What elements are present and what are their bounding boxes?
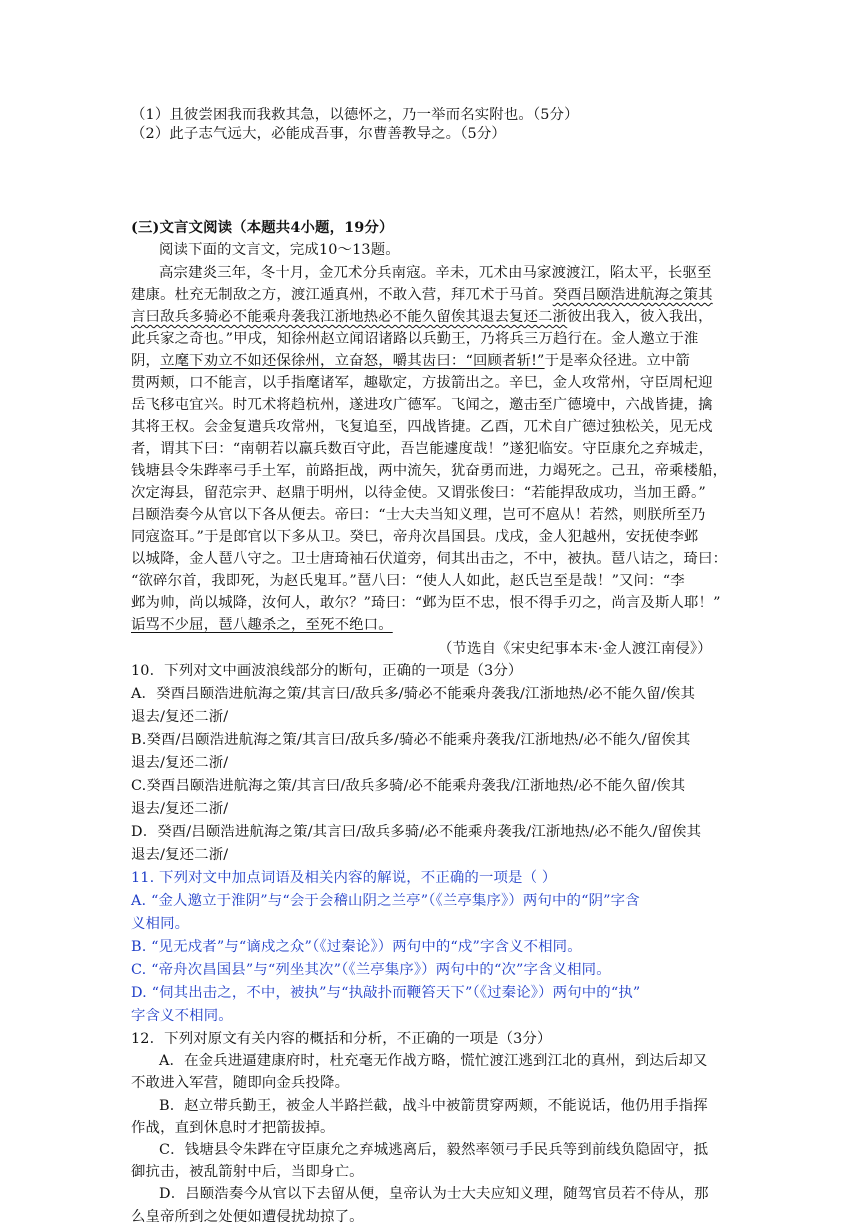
- q11-option-a: A. “金人邀立于淮阴”与“会于会稽山阴之兰亭”（《兰亭集序》）两句中的“阴”字含: [131, 893, 640, 909]
- underlined-text: 立麾下劝立不如还保徐州，立奋怒，嚼其齿曰：“回顾者斩!”: [160, 353, 545, 369]
- wavy-underlined-text: 言曰敌兵多骑必不能乘舟袭我江浙地热必不能久留俟其退去复还二浙: [131, 309, 568, 325]
- q10-option-b: B.癸酉/吕颐浩进航海之策/其言曰/敌兵多/骑必不能乘舟袭我/江浙地热/必不能久/留俟其: [131, 732, 691, 748]
- passage-line: [131, 306, 713, 328]
- passage-text: 建康。杜充无制敌之方，渡江遁真州，不敢入营，拜兀术于马首。: [131, 287, 553, 303]
- passage-line: 贯两颊，口不能言，以手指麾诸军，趣歇定，方拔箭出之。辛巳，金人攻常州，守臣周杞迎: [131, 375, 713, 391]
- q10-option-c: C.癸酉吕颐浩进航海之策/其言曰/敌兵多骑/必不能乘舟袭我/江浙地热/必不能久留/俟其: [131, 778, 686, 794]
- passage-line: 此兵家之奇也。”甲戌，知徐州赵立闻诏诸路以兵勤王，乃将兵三万趋行在。金人邀立于淮: [131, 331, 699, 347]
- q10-option-b-cont: 退去/复还二浙/: [131, 755, 229, 771]
- wavy-underlined-text: 癸酉吕颐浩进航海之策其: [552, 287, 713, 303]
- passage-text: 彼出我入，彼入我出，: [567, 309, 713, 325]
- q12-option-a: A．在金兵进逼建康府时，杜充毫无作战方略，慌忙渡江逃到江北的真州，到达后却又: [159, 1053, 708, 1070]
- q12-option-d-cont: 么皇帝所到之处便如遭侵扰劫掠了。: [131, 1208, 364, 1225]
- passage-line: [131, 350, 690, 372]
- passage-source: （节选自《宋史纪事本末·金人渡江南侵》）: [438, 641, 712, 657]
- passage-line: 吕颐浩奏今从官以下各从便去。帝曰：“士大夫当知义理，岂可不扈从！若然，则朕所至乃: [131, 507, 706, 523]
- passage-line: 其将王权。会金复遣兵攻常州，飞复追至，四战皆捷。乙酉，兀术自广德过独松关，见无戍: [131, 419, 713, 435]
- question-12-stem: 12．下列对原文有关内容的概括和分析，不正确的一项是（3分）: [131, 1031, 552, 1047]
- passage-text: 阴，: [131, 353, 161, 369]
- instruction: 阅读下面的文言文，完成10～13题。: [159, 242, 400, 258]
- q10-option-c-cont: 退去/复还二浙/: [131, 801, 229, 817]
- q11-option-d: D. “伺其出击之，不中，被执”与“执敲扑而鞭笞天下”（《过秦论》）两句中的“执”: [131, 985, 641, 1001]
- q10-option-d-cont: 退去/复还二浙/: [131, 847, 229, 863]
- passage-line: 高宗建炎三年，冬十月，金兀术分兵南寇。辛未，兀术由马家渡渡江，陷太平，长驱至: [159, 265, 712, 281]
- q12-option-b: B．赵立带兵勤王，被金人半路拦截，战斗中被箭贯穿两颊，不能说话，他仍用手指挥: [159, 1097, 708, 1114]
- passage-line: “欲碎尔首，我即死，为赵氏鬼耳。”琶八曰：“使人人如此，赵氏岂至是哉！”又问：“李: [131, 573, 685, 589]
- q12-option-c-cont: 御抗击，被乱箭射中后，当即身亡。: [131, 1164, 364, 1181]
- q11-option-a-cont: 义相同。: [131, 916, 190, 932]
- q10-option-a: A．癸酉吕颐浩进航海之策/其言曰/敌兵多/骑必不能乘舟袭我/江浙地热/必不能久留/俟其: [131, 686, 695, 702]
- passage-line: 同寇盗耳。”于是郎官以下多从卫。癸巳，帝舟次昌国县。戊戌，金人犯越州，安抚使李邺: [131, 529, 699, 545]
- q11-option-b: B. “见无戍者”与“谪戍之众”（《过秦论》）两句中的“戍”字含义不相同。: [131, 939, 582, 955]
- passage-text: 于是率众径进。立中箭: [544, 353, 690, 369]
- q10-option-a-cont: 退去/复还二浙/: [131, 709, 229, 725]
- question-10-stem: 10．下列对文中画波浪线部分的断句，正确的一项是（3分）: [131, 663, 523, 679]
- underlined-text: 诟骂不少屈，琶八趣杀之，至死不绝口。: [131, 617, 393, 633]
- q12-option-a-cont: 不敢进入军营，随即向金兵投降。: [131, 1075, 350, 1092]
- section-title: (三)文言文阅读（本题共4小题，19分）: [131, 219, 394, 236]
- translation-item-2: （2）此子志气远大，必能成吾事，尔曹善教导之。（5分）: [131, 126, 506, 142]
- q11-option-c: C. “帝舟次昌国县”与“列坐其次”（《兰亭集序》）两句中的“次”字含义相同。: [131, 962, 611, 978]
- q12-option-c: C．钱塘县令朱跸在守臣康允之弃城逃离后，毅然率领弓手民兵等到前线负隐固守，抵: [159, 1142, 709, 1158]
- q12-option-b-cont: 作战，直到休息时才把箭拔掉。: [131, 1119, 335, 1136]
- passage-line: 邺为帅，尚以城降，汝何人，敢尔？”琦曰：“邺为臣不忠，恨不得手刃之，尚言及斯人耶！”: [131, 595, 721, 611]
- translation-item-1: （1）且彼尝困我而我救其急，以德怀之，乃一举而名实附也。（5分）: [131, 107, 579, 123]
- q11-option-d-cont: 字含义不相同。: [131, 1008, 233, 1024]
- passage-line: [131, 614, 393, 636]
- passage-line: 次定海县，留范宗尹、赵鼎于明州，以待金使。又谓张俊曰：“若能捍敌成功，当加王爵。”: [131, 485, 706, 501]
- passage-line: 钱塘县令朱跸率弓手土军，前路拒战，两中流矢，犹奋勇而进，力竭死之。己丑，帝乘楼船，: [131, 463, 728, 479]
- passage-line: 以城降，金人琶八守之。卫士唐琦袖石伏道旁，伺其出击之，不中，被执。琶八诘之，琦曰：: [131, 551, 728, 567]
- passage-line: 者，谓其下曰：“南朝若以羸兵数百守此，吾岂能遽度哉！”遂犯临安。守臣康允之弃城走，: [131, 441, 714, 457]
- q12-option-d: D．吕颐浩奏今从官以下去留从便，皇帝认为士大夫应知义理，随驾官员若不侍从，那: [159, 1186, 709, 1203]
- passage-line: [131, 284, 713, 306]
- q10-option-d: D．癸酉/吕颐浩进航海之策/其言曰/敌兵多骑/必不能乘舟袭我/江浙地热/必不能久/留俟其: [131, 824, 702, 840]
- passage-line: 岳飞移屯宜兴。时兀术将趋杭州，遂进攻广德军。飞闻之，邀击至广德境中，六战皆捷，擒: [131, 397, 713, 413]
- question-11-stem: 11. 下列对文中加点词语及相关内容的解说，不正确的一项是（ ）: [131, 870, 557, 886]
